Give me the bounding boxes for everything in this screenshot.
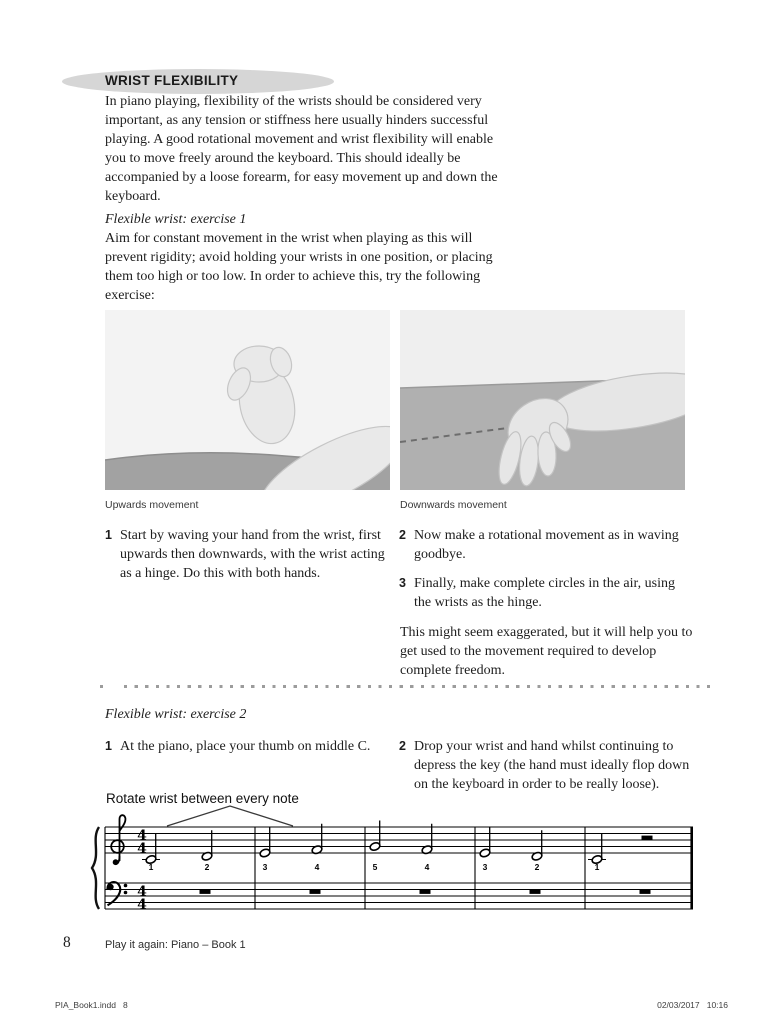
staff-text: 2: [204, 862, 210, 872]
staff-text: 1: [594, 862, 600, 872]
print-datetime: 02/03/2017 10:16: [657, 1000, 728, 1010]
section-title: WRIST FLEXIBILITY: [105, 73, 239, 88]
divider-dots: [124, 685, 710, 688]
staff-text: 2: [534, 862, 540, 872]
exercise2-heading: Flexible wrist: exercise 2: [105, 707, 247, 722]
staff-text: 1: [148, 862, 154, 872]
music-example: [88, 803, 700, 921]
staff-text: 4: [137, 897, 147, 913]
staff-text: 4: [314, 862, 320, 872]
photo-downwards-movement: [400, 310, 685, 490]
exercise1-step-1: [105, 526, 399, 583]
exercise1-outro: This might seem exaggerated, but it will help you to get used to the movement required to develop complete freedom.: [400, 625, 693, 678]
staff-text: 3: [262, 862, 268, 872]
exercise1-intro: Aim for constant movement in the wrist when playing as this will prevent rigidity; avoid holding your wrists in one position, or placing them too high or too low. In order to achieve this, try the following exercise:: [105, 231, 493, 303]
staff-text: 4: [137, 828, 147, 844]
print-filename: PIA_Book1.indd 8: [55, 1000, 128, 1010]
staff-text: 4: [137, 884, 147, 900]
step-text: Start by waving your hand from the wrist, first upwards then downwards, with the wrist acting as a hinge. Do this with both hands.: [120, 528, 385, 581]
page-number: 8: [63, 934, 71, 951]
half-note-D4: [201, 830, 213, 872]
photo-upwards-movement: [105, 310, 390, 490]
whole-rest: [310, 890, 321, 894]
caption-upwards: Upwards movement: [105, 499, 199, 511]
dotted-divider: [100, 685, 710, 689]
divider-dot: [100, 685, 103, 688]
section-intro: In piano playing, flexibility of the wrists should be considered very important, as any tension or stiffness here usually hinders successful playing. A good rotational movement and wrist flexibility will enable you to move freely around the keyboard. This should ideally be accompanied by a loose forearm, for easy movement up and down the keyboard.: [105, 94, 498, 204]
step-number: 2: [399, 739, 406, 753]
whole-rest: [420, 890, 431, 894]
downwards-hand-illustration: [400, 310, 685, 490]
half-note-G4: [369, 821, 381, 873]
print-info-line: [55, 1000, 728, 1010]
exercise1-step-3: [399, 574, 695, 612]
caption-downwards: Downwards movement: [400, 499, 507, 511]
bass-clef-icon: [107, 882, 127, 905]
step-number: 3: [399, 576, 406, 590]
music-annotation: Rotate wrist between every note: [106, 791, 299, 806]
exercise2-step-2: [399, 737, 695, 794]
whole-rest: [200, 890, 211, 894]
book-title-footer: Play it again: Piano – Book 1: [105, 939, 246, 951]
final-barline: [690, 827, 693, 909]
whole-rest: [640, 890, 651, 894]
grand-staff: [88, 803, 700, 921]
exercise1-step-2: [399, 526, 695, 564]
step-number: 1: [105, 739, 112, 753]
half-note-F4: [311, 824, 323, 872]
step-text: At the piano, place your thumb on middle C.: [120, 739, 371, 754]
whole-rest: [530, 890, 541, 894]
staff-text: 4: [137, 841, 147, 857]
step-number: 1: [105, 528, 112, 542]
step-text: Finally, make complete circles in the air, using the wrists as the hinge.: [414, 576, 675, 610]
half-note-D4: [531, 830, 543, 872]
staff-text: 4: [424, 862, 430, 872]
caret-mark: [167, 806, 293, 826]
exercise2-step-1: [105, 737, 399, 756]
staff-text: 5: [372, 862, 378, 872]
step-text: Drop your wrist and hand whilst continuing to depress the key (the hand must ideally flop down on the keyboard in order to be really loose).: [414, 739, 690, 792]
half-rest: [642, 836, 653, 840]
step-number: 2: [399, 528, 406, 542]
half-note-F4: [421, 824, 433, 872]
step-text: Now make a rotational movement as in waving goodbye.: [414, 528, 679, 562]
exercise1-heading: Flexible wrist: exercise 1: [105, 212, 247, 227]
upwards-hand-illustration: [105, 310, 390, 490]
brace: [92, 827, 99, 909]
staff-text: 3: [482, 862, 488, 872]
